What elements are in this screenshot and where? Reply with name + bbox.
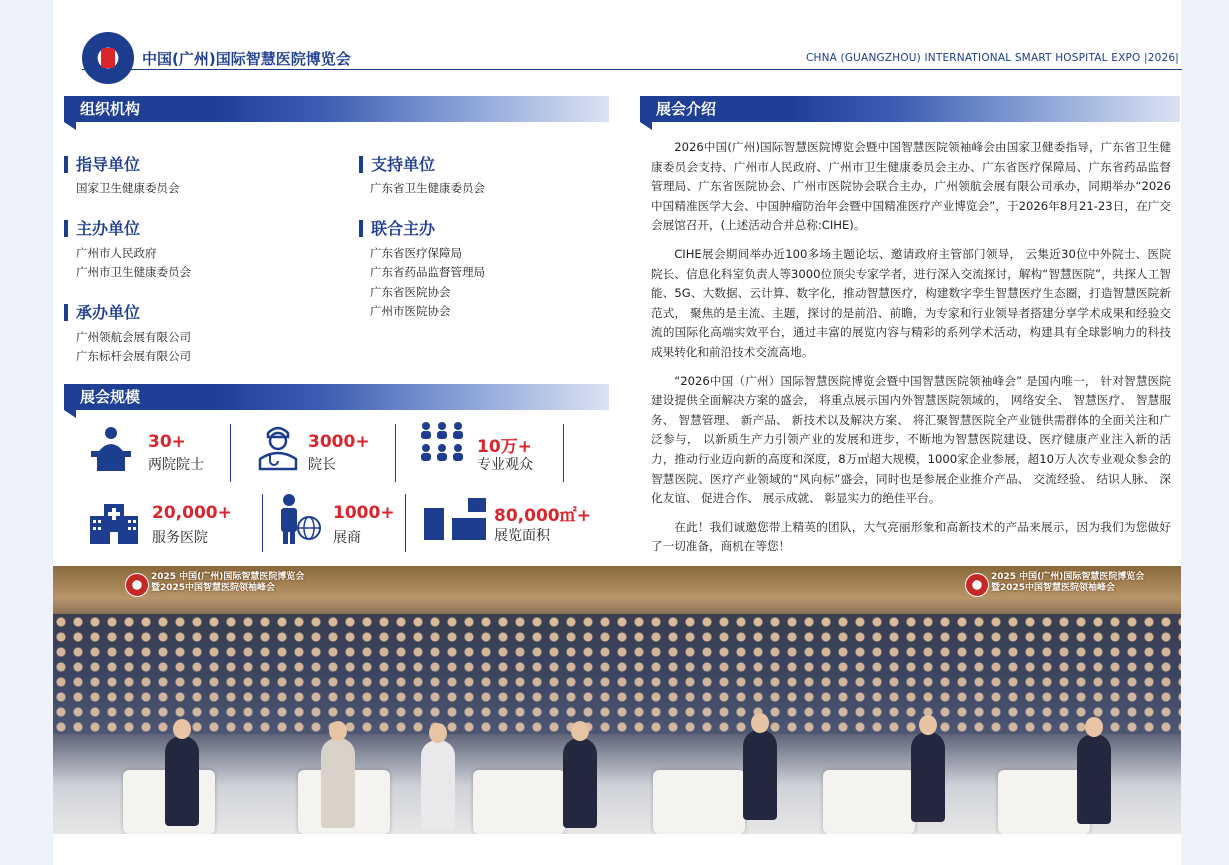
seated-guest — [743, 730, 777, 820]
expo-english-title: CHNA (GUANGZHOU) INTERNATIONAL SMART HOSPITAL EXPO |2026| — [805, 52, 1179, 64]
intro-paragraph: 2026中国(广州)国际智慧医院博览会暨中国智慧医院领袖峰会由国家卫健委指导，广东省卫生健康委员会支持、广州市人民政府、广州市卫生健康委员会主办、广东省医疗保障局、广东省药品监督管理局、广东省医院协会、广州市医院协会联合主办，广州领航会展有限公司承办，同期举办“2026中国精准医学大会、中国肿瘤防治年会暨中国精准医疗产业博览会”，于2026年8月21-23日，在广交会展馆召开，(上述活动合并总称:CIHE)。 — [651, 140, 1171, 233]
unit-line: 广东省医疗保障局 — [370, 246, 462, 260]
intro-paragraph: CIHE展会期间举办近100多场主题论坛、邀请政府主管部门领导， 云集近30位中外院士、医院院长、信息化科室负责人等3000位顶尖专家学者，进行深入交流探讨，解构“智慧医院”，共探人工智能、5G、大数据、云计算、数字化，推动智慧医疗，构建数字孪生智慧医疗生态圈，打造智慧医院新范式， 聚焦的是主流、主题，探讨的是前沿、前瞻，为专家和行业领导者搭建分享学术成果和经验交流的国际化高端实效平台，通过丰富的展览内容与精彩的系列学术活动，构建具有全球影响力的科技成果转化和前沿技术交流高地。 — [651, 246, 1171, 359]
stat-divider — [405, 494, 406, 552]
stat-number: 3000+ — [308, 432, 370, 452]
stat-number: 80,000㎡+ — [494, 506, 591, 526]
unit-title-support: 支持单位 — [359, 156, 435, 173]
unit-title-guidance: 指导单位 — [64, 156, 140, 173]
sofa — [653, 770, 745, 834]
unit-title-organizer: 承办单位 — [64, 304, 140, 321]
exhibitor-globe-icon — [277, 492, 323, 544]
section-bar-intro — [640, 96, 1180, 122]
brand-title: 中国(广州)国际智慧医院博览会 — [142, 50, 351, 68]
front-row-seating — [53, 716, 1181, 834]
unit-title-host: 主办单位 — [64, 220, 140, 237]
unit-line: 广东省药品监督管理局 — [370, 265, 485, 279]
podium-speaker-icon — [87, 425, 135, 471]
exhibition-area-icon — [424, 498, 486, 540]
seated-guest — [165, 736, 199, 826]
seated-guest — [421, 740, 455, 830]
section-bar-notch — [640, 122, 652, 130]
unit-line: 广州市卫生健康委员会 — [76, 265, 191, 279]
section-bar-organization — [64, 96, 609, 122]
left-margin-strip — [0, 0, 53, 865]
stat-number: 1000+ — [333, 503, 395, 523]
stat-number: 20,000+ — [152, 503, 232, 523]
audience-group-icon — [418, 421, 466, 469]
unit-line: 广东标杆会展有限公司 — [76, 349, 191, 363]
section-bar-notch — [64, 410, 76, 418]
unit-line: 广州领航会展有限公司 — [76, 330, 191, 344]
unit-line: 广州市医院协会 — [370, 304, 451, 318]
sofa — [823, 770, 915, 834]
stat-number: 10万+ — [477, 437, 532, 457]
banner-text-left — [151, 572, 304, 594]
stat-label: 专业观众 — [477, 457, 533, 473]
banner-line: 2025 中国(广州)国际智慧医院博览会 — [991, 572, 1145, 582]
section-bar-scale — [64, 384, 609, 410]
banner-line: 2025 中国(广州)国际智慧医院博览会 — [151, 572, 305, 582]
sofa — [473, 770, 565, 834]
intro-paragraph: “2026中国（广州）国际智慧医院博览会暨中国智慧医院领袖峰会” 是国内唯一， 针对智慧医院建设提供全面解决方案的盛会， 将重点展示国内外智慧医院领域的， 网络安全、 智慧医疗、 智慧服务、 智慧管理、 新产品、 新技术以及解决方案、 将汇聚智慧医院全产业链供需群体的全面关注和广泛参与， 以新质生产力引领产业的发展和进步，不断地为智慧医院建设、医疗健康产业注入新的活力，推动行业迈向新的高度和深度，8万㎡超大规模，1000家企业参展，超10万人次专业观众参会的智慧医院、医疗产业领域的“风向标”盛会，同时也是参展企业推介产品、 交流经验、 结识人脉、 深化友谊、 促进合作、 展示成就、 彰显实力的绝佳平台。 — [651, 373, 1171, 506]
page-footer — [53, 834, 1181, 865]
stat-divider — [395, 424, 396, 482]
header-divider — [82, 69, 1182, 70]
stat-label: 展览面积 — [494, 528, 550, 544]
banner-line: 暨2025中国智慧医院领袖峰会 — [151, 583, 276, 593]
stat-number: 30+ — [148, 432, 186, 452]
section-title-intro: 展会介绍 — [656, 100, 717, 118]
right-margin-strip — [1181, 0, 1229, 865]
unit-line: 国家卫生健康委员会 — [76, 181, 180, 195]
stat-divider — [230, 424, 231, 482]
banner-text-right — [991, 572, 1144, 594]
section-title-organization: 组织机构 — [80, 100, 141, 118]
stat-label: 两院院士 — [148, 457, 204, 473]
stat-label: 院长 — [308, 457, 336, 473]
intro-paragraph: 在此！我们诚邀您带上精英的团队，大气亮丽形象和高新技术的产品来展示，因为我们为您做好了一切准备，商机在等您！ — [651, 519, 1171, 554]
intro-body — [651, 138, 1171, 566]
doctor-icon — [256, 423, 300, 471]
stat-divider — [563, 424, 564, 482]
seated-guest — [911, 732, 945, 822]
unit-line: 广东省卫生健康委员会 — [370, 181, 485, 195]
stat-divider — [262, 494, 263, 552]
unit-title-co-host: 联合主办 — [359, 220, 435, 237]
seated-guest — [1077, 734, 1111, 824]
banner-line: 暨2025中国智慧医院领袖峰会 — [991, 583, 1116, 593]
banner-logo-right — [965, 573, 989, 597]
unit-line: 广东省医院协会 — [370, 285, 451, 299]
section-title-scale: 展会规模 — [80, 388, 141, 406]
seated-guest — [563, 738, 597, 828]
hospital-building-icon — [88, 502, 140, 544]
stat-label: 展商 — [333, 530, 361, 546]
stat-label: 服务医院 — [152, 530, 208, 546]
conference-photo — [53, 566, 1181, 834]
seated-guest — [321, 738, 355, 828]
section-bar-notch — [64, 122, 76, 130]
expo-logo — [82, 32, 134, 84]
unit-line: 广州市人民政府 — [76, 246, 157, 260]
banner-logo-left — [125, 573, 149, 597]
